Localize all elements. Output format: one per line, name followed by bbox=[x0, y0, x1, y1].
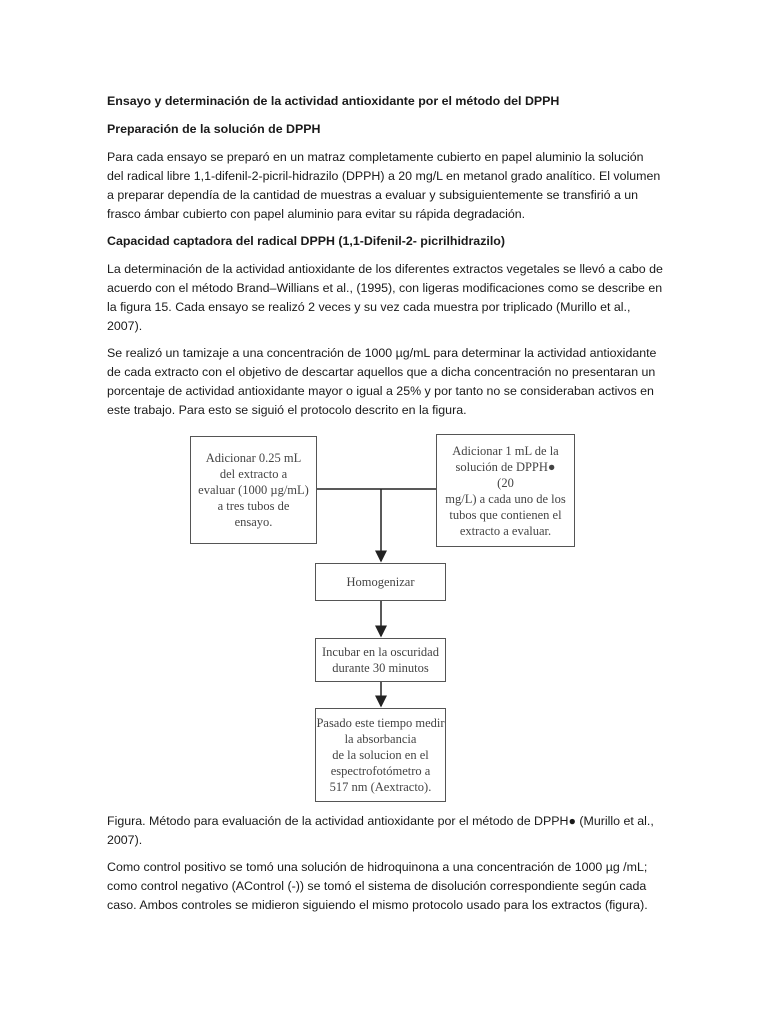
section-heading-dpph-capacity: Capacidad captadora del radical DPPH (1,1-Difenil-2- picrilhidrazilo) bbox=[107, 234, 505, 248]
flowchart-box-incubate: Incubar en la oscuridad durante 30 minutos bbox=[315, 638, 446, 682]
figure-caption: Figura. Método para evaluación de la actividad antioxidante por el método de DPPH● (Murillo et al., 2007). bbox=[107, 814, 654, 847]
caption-block bbox=[107, 812, 663, 923]
paragraph-method: La determinación de la actividad antioxidante de los diferentes extractos vegetales se llevó a cabo de acuerdo con el método Brand–Willians et al., (1995), con ligeras modificaciones como se describe en la figura 15. Cada ensayo se realizó 2 veces y su vez cada muestra por triplicado (Murillo et al., 2007). bbox=[107, 262, 663, 333]
paragraph-controls: Como control positivo se tomó una solución de hidroquinona a una concentración de 1000 µg /mL; como control negativo (AControl (-)) se tomó el sistema de disolución correspondiente según cada caso. Ambos controles se midieron siguiendo el mismo protocolo usado para los extractos (figura). bbox=[107, 860, 648, 912]
flowchart-box-homogenize: Homogenizar bbox=[315, 563, 446, 601]
document-body bbox=[107, 92, 663, 428]
page-title: Ensayo y determinación de la actividad antioxidante por el método del DPPH bbox=[107, 94, 560, 108]
flowchart-box-add-dpph: Adicionar 1 mL de la solución de DPPH● (20 mg/L) a cada uno de los tubos que contienen el extracto a evaluar. bbox=[436, 434, 575, 547]
paragraph-dpph-preparation: Para cada ensayo se preparó en un matraz completamente cubierto en papel aluminio la solución del radical libre 1,1-difenil-2-picril-hidrazilo (DPPH) a 20 mg/L en metanol grado analítico. El volumen a preparar dependía de la cantidad de muestras a evaluar y subsiguientemente se transfirió a un frasco ámbar cubierto con papel aluminio para evitar su rápida degradación. bbox=[107, 150, 661, 221]
flowchart-box-add-extract: Adicionar 0.25 mL del extracto a evaluar (1000 µg/mL) a tres tubos de ensayo. bbox=[190, 436, 317, 544]
flowchart-box-measure: Pasado este tiempo medir la absorbancia de la solucion en el espectrofotómetro a 517 nm (Aextracto). bbox=[315, 708, 446, 802]
section-heading-dpph-preparation: Preparación de la solución de DPPH bbox=[107, 122, 321, 136]
paragraph-screening: Se realizó un tamizaje a una concentración de 1000 µg/mL para determinar la actividad antioxidante de cada extracto con el objetivo de descartar aquellos que a dicha concentración no presentaran un porcentaje de actividad antioxidante mayor o igual a 25% y por tanto no se consideraban activos en este trabajo. Para esto se siguió el protocolo descrito en la figura. bbox=[107, 346, 657, 417]
